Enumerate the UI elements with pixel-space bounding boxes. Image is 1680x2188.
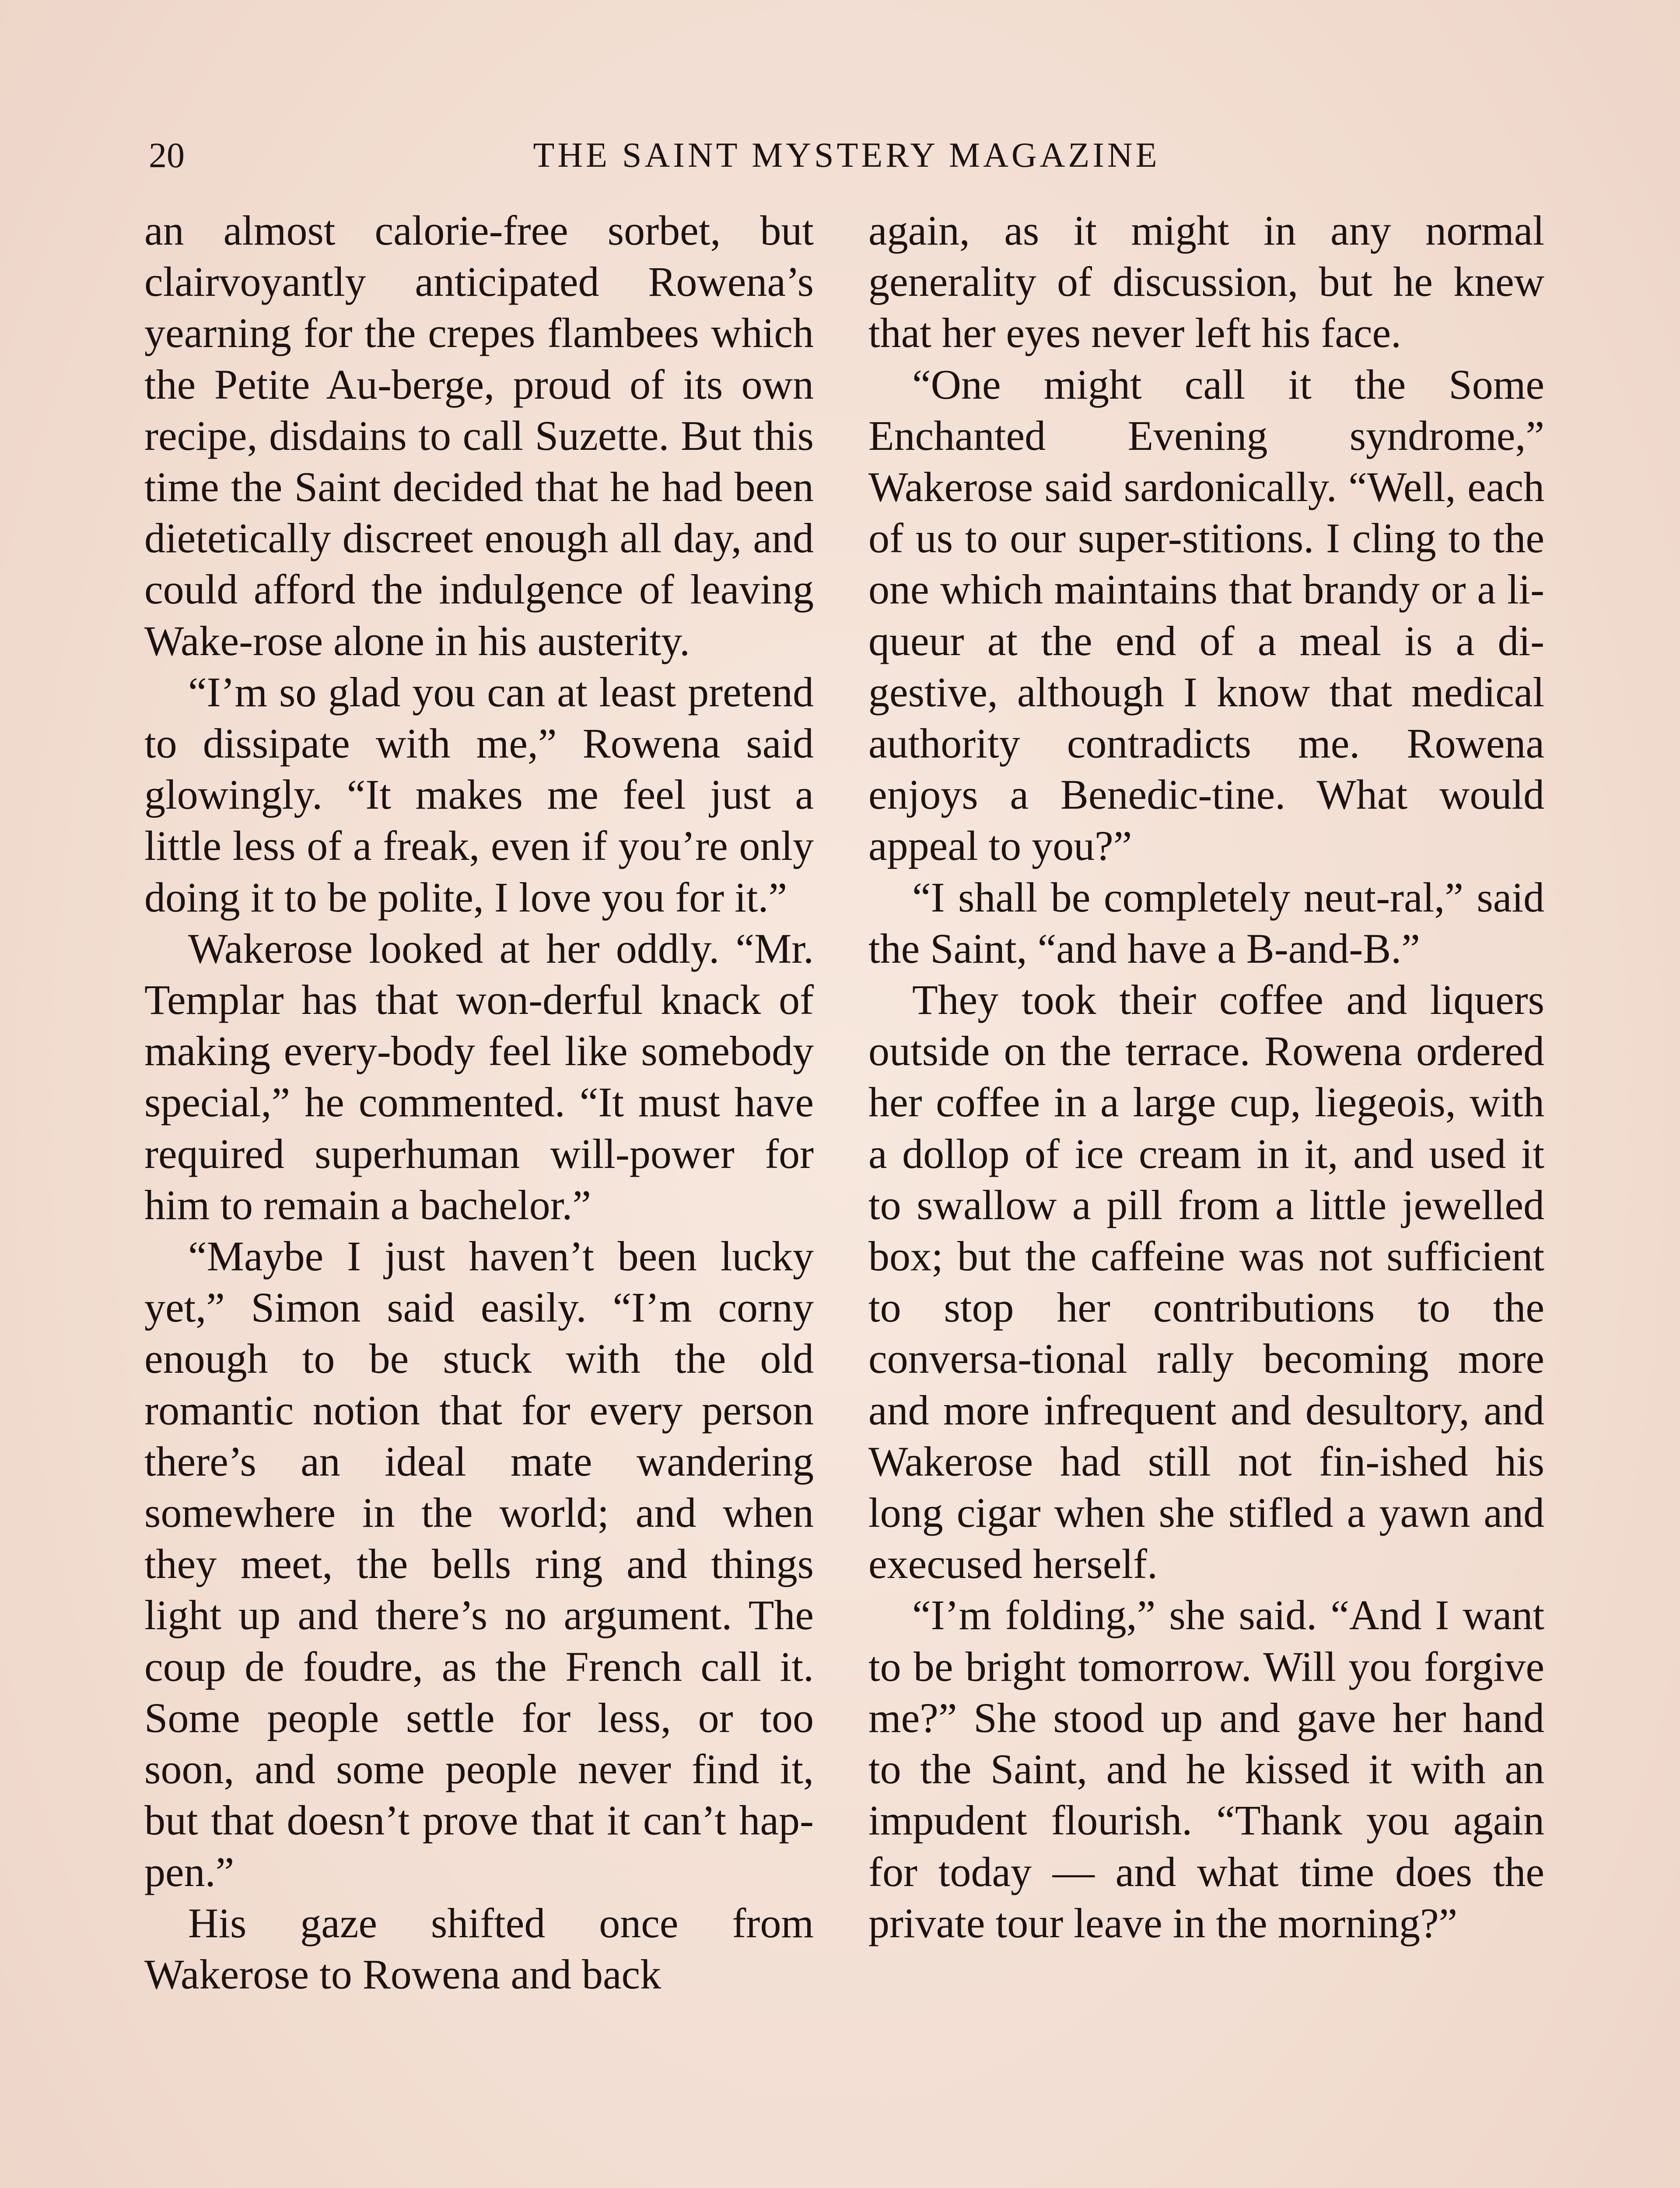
right-column <box>868 205 1544 1949</box>
paragraph: “Maybe I just haven’t been lucky yet,” Simon said easily. “I’m corny enough to be stuck with the old romantic notion that for every person there’s an ideal mate wandering somewhere in the world; and when they meet, the bells ring and things light up and there’s no argument. The coup de foudre, as the French call it. Some people settle for less, or too soon, and some people never find it, but that doesn’t prove that it can’t hap-pen.” <box>144 1233 814 1895</box>
paragraph: They took their coffee and liquers outside on the terrace. Rowena ordered her coffee in a large cup, liegeois, with a dollop of ice cream in it, and used it to swallow a pill from a little jewelled box; but the caffeine was not sufficient to stop her contributions to the conversa-tional rally becoming more and more infrequent and desultory, and Wakerose had still not fin-ished his long cigar when she stifled a yawn and execused herself. <box>868 976 1544 1588</box>
page-number: 20 <box>149 135 185 175</box>
paragraph: “I’m folding,” she said. “And I want to be bright tomorrow. Will you forgive me?” She stood up and gave her hand to the Saint, and he kissed it with an impudent flourish. “Thank you again for today — and what time does the private tour leave in the morning?” <box>868 1592 1544 1946</box>
page-header <box>149 131 1544 179</box>
paragraph: an almost calorie-free sorbet, but clairvoyantly anticipated Rowena’s yearning for the crepes flambees which the Petite Au-berge, proud of its own recipe, disdains to call Suzette. But this time the Saint decided that he had been dietetically discreet enough all day, and could afford the indulgence of leaving Wake-rose alone in his austerity. <box>144 207 814 664</box>
paragraph: “I shall be completely neut-ral,” said the Saint, “and have a B-and-B.” <box>868 873 1544 972</box>
left-column <box>144 205 814 2000</box>
paragraph: Wakerose looked at her oddly. “Mr. Templar has that won-derful knack of making every-body feel like somebody special,” he commented. “It must have required superhuman will-power for him to remain a bachelor.” <box>144 925 814 1228</box>
paragraph: His gaze shifted once from Wakerose to Rowena and back <box>144 1899 814 1998</box>
paragraph: “I’m so glad you can at least pretend to dissipate with me,” Rowena said glowingly. “It makes me feel just a little less of a freak, even if you’re only doing it to be polite, I love you for it.” <box>144 668 814 921</box>
paragraph: again, as it might in any normal generality of discussion, but he knew that her eyes never left his face. <box>868 207 1544 357</box>
running-title: THE SAINT MYSTERY MAGAZINE <box>533 136 1160 175</box>
paragraph: “One might call it the Some Enchanted Evening syndrome,” Wakerose said sardonically. “Well, each of us to our super-stitions. I cling to the one which maintains that brandy or a li-queur at the end of a meal is a di-gestive, although I know that medical authority contradicts me. Rowena enjoys a Benedic-tine. What would appeal to you?” <box>868 361 1544 870</box>
